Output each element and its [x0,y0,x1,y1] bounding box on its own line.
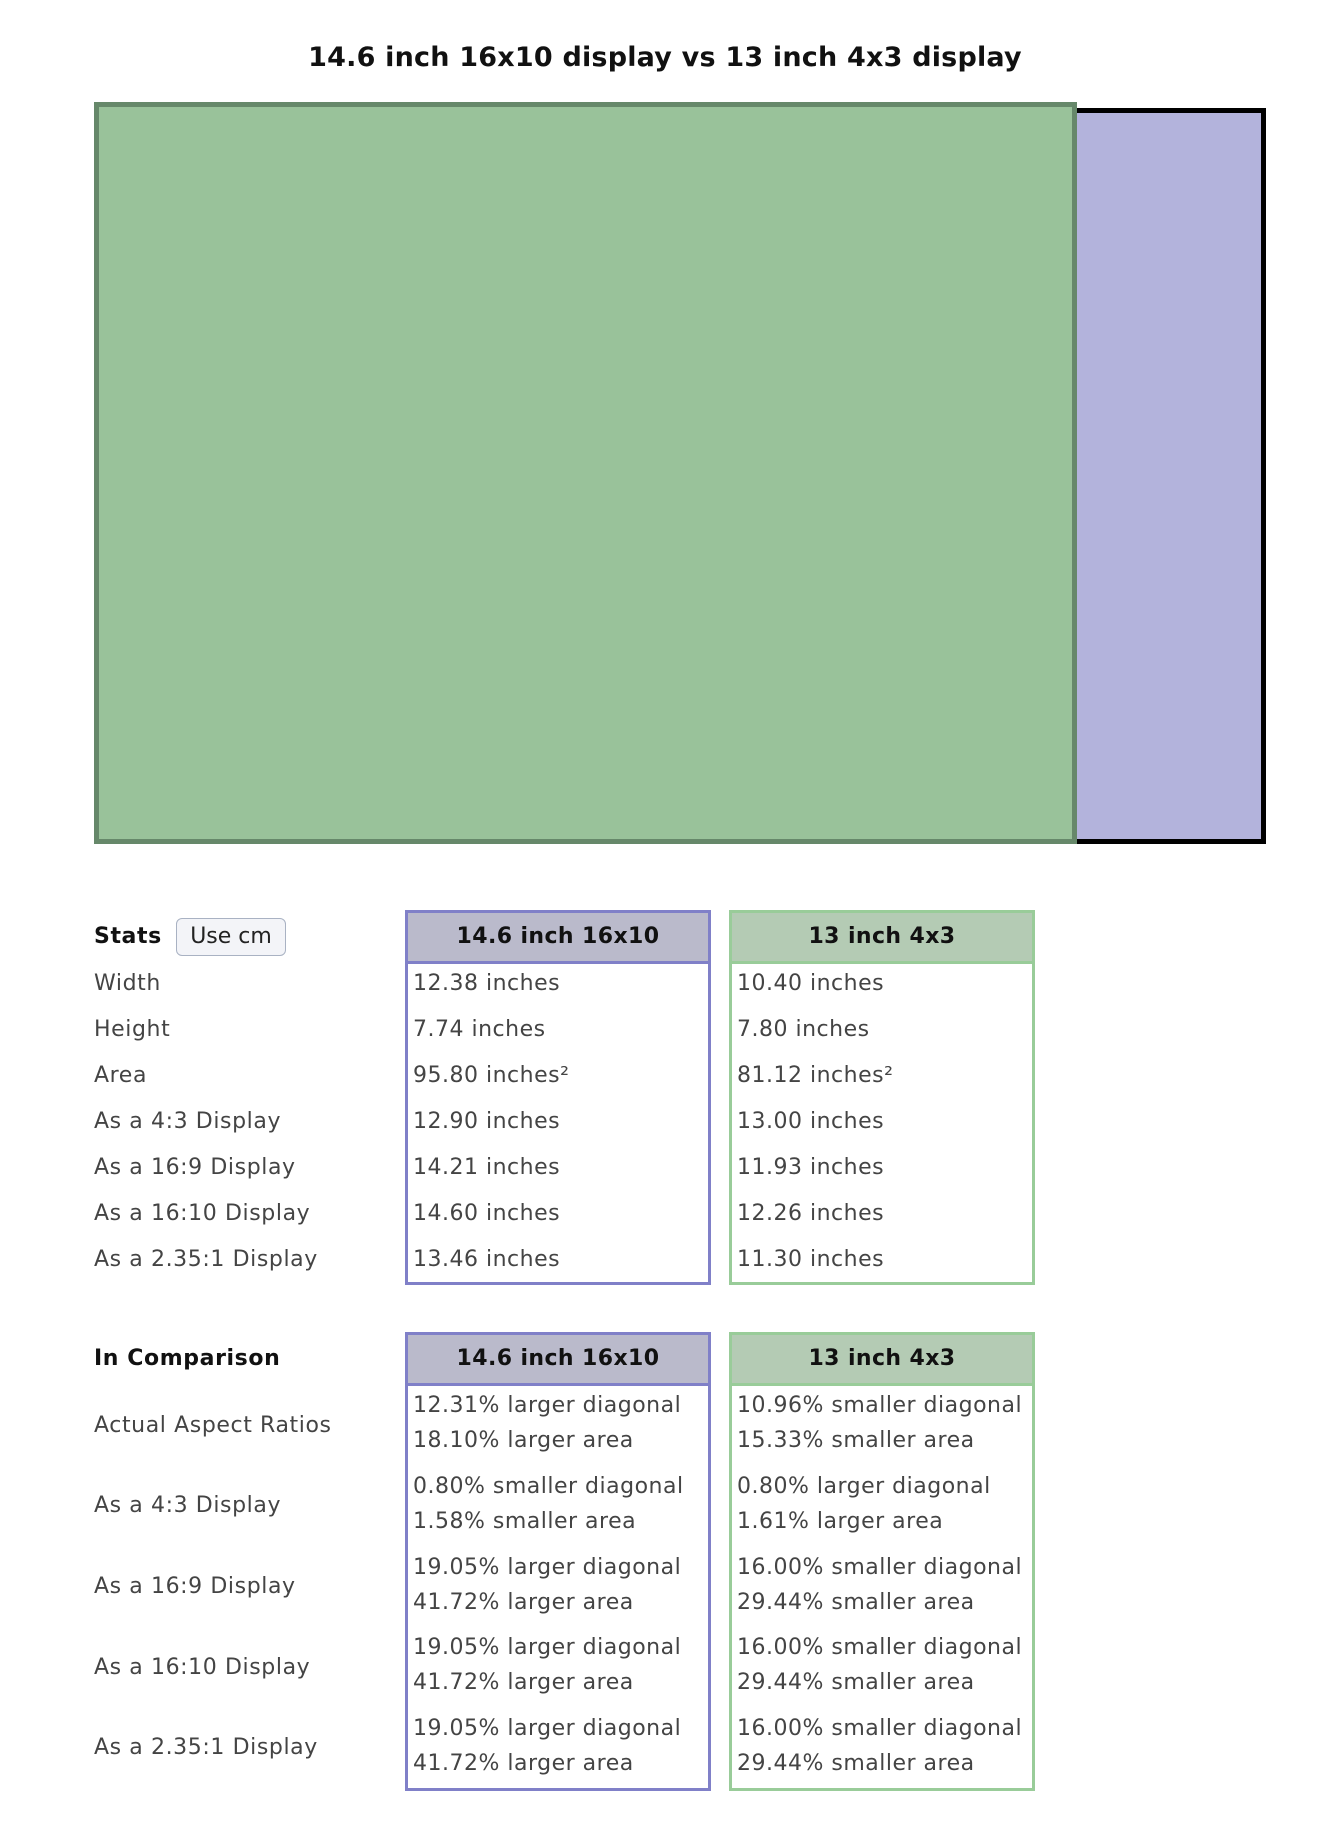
comparison-diagonal: 10.96% smaller diagonal [737,1393,1023,1418]
comparison-area: 41.72% larger area [413,1590,634,1615]
display-a-rectangle [94,102,1077,844]
stats-row-label: As a 2.35:1 Display [94,1247,318,1272]
comparison-area: 29.44% smaller area [737,1751,975,1776]
stats-row-label: As a 4:3 Display [94,1109,282,1134]
comparison-row-label: Actual Aspect Ratios [94,1413,332,1438]
stat-value: 7.74 inches [413,1017,546,1042]
comparison-diagonal: 19.05% larger diagonal [413,1635,682,1660]
comparison-heading: In Comparison [94,1346,281,1371]
stat-value: 12.90 inches [413,1109,561,1134]
comparison-area: 41.72% larger area [413,1751,634,1776]
stat-value: 7.80 inches [737,1017,870,1042]
stat-value: 14.60 inches [413,1201,561,1226]
stat-value: 13.00 inches [737,1109,885,1134]
display-size-visualization [94,102,1266,848]
comparison-diagonal: 19.05% larger diagonal [413,1716,682,1741]
comparison-column-display-b [729,1332,1035,1791]
stat-value: 11.30 inches [737,1247,885,1272]
comparison-diagonal: 16.00% smaller diagonal [737,1635,1023,1660]
page-title: 14.6 inch 16x10 display vs 13 inch 4x3 display [308,42,1022,73]
column-header: 13 inch 4x3 [732,1335,1032,1386]
stats-row-label: As a 16:10 Display [94,1201,311,1226]
column-header: 14.6 inch 16x10 [408,913,708,964]
comparison-diagonal: 12.31% larger diagonal [413,1393,682,1418]
comparison-row-label: As a 16:9 Display [94,1574,296,1599]
stats-heading: Stats [94,924,162,949]
stats-row-label: Width [94,971,161,996]
comparison-area: 15.33% smaller area [737,1428,975,1453]
stat-value: 12.26 inches [737,1201,885,1226]
stats-column-display-a [405,910,711,1285]
comparison-row-label: As a 16:10 Display [94,1655,311,1680]
comparison-diagonal: 16.00% smaller diagonal [737,1555,1023,1580]
comparison-area: 1.58% smaller area [413,1509,637,1534]
comparison-area: 41.72% larger area [413,1670,634,1695]
comparison-area: 29.44% smaller area [737,1590,975,1615]
comparison-area: 29.44% smaller area [737,1670,975,1695]
stat-value: 95.80 inches² [413,1063,570,1088]
stat-value: 10.40 inches [737,971,885,996]
comparison-diagonal: 19.05% larger diagonal [413,1555,682,1580]
stat-value: 11.93 inches [737,1155,885,1180]
comparison-area: 1.61% larger area [737,1509,944,1534]
stat-value: 13.46 inches [413,1247,561,1272]
stat-value: 12.38 inches [413,971,561,996]
comparison-row-label: As a 4:3 Display [94,1493,282,1518]
comparison-diagonal: 0.80% smaller diagonal [413,1474,684,1499]
comparison-diagonal: 16.00% smaller diagonal [737,1716,1023,1741]
stats-row-label: Height [94,1017,171,1042]
stats-row-label: As a 16:9 Display [94,1155,296,1180]
column-header: 14.6 inch 16x10 [408,1335,708,1386]
stats-row-label: Area [94,1063,148,1088]
comparison-column-display-a [405,1332,711,1791]
stats-column-display-b [729,910,1035,1285]
stat-value: 14.21 inches [413,1155,561,1180]
comparison-row-label: As a 2.35:1 Display [94,1735,318,1760]
comparison-area: 18.10% larger area [413,1428,634,1453]
comparison-diagonal: 0.80% larger diagonal [737,1474,991,1499]
use-cm-button[interactable]: Use cm [176,918,286,956]
stat-value: 81.12 inches² [737,1063,894,1088]
column-header: 13 inch 4x3 [732,913,1032,964]
